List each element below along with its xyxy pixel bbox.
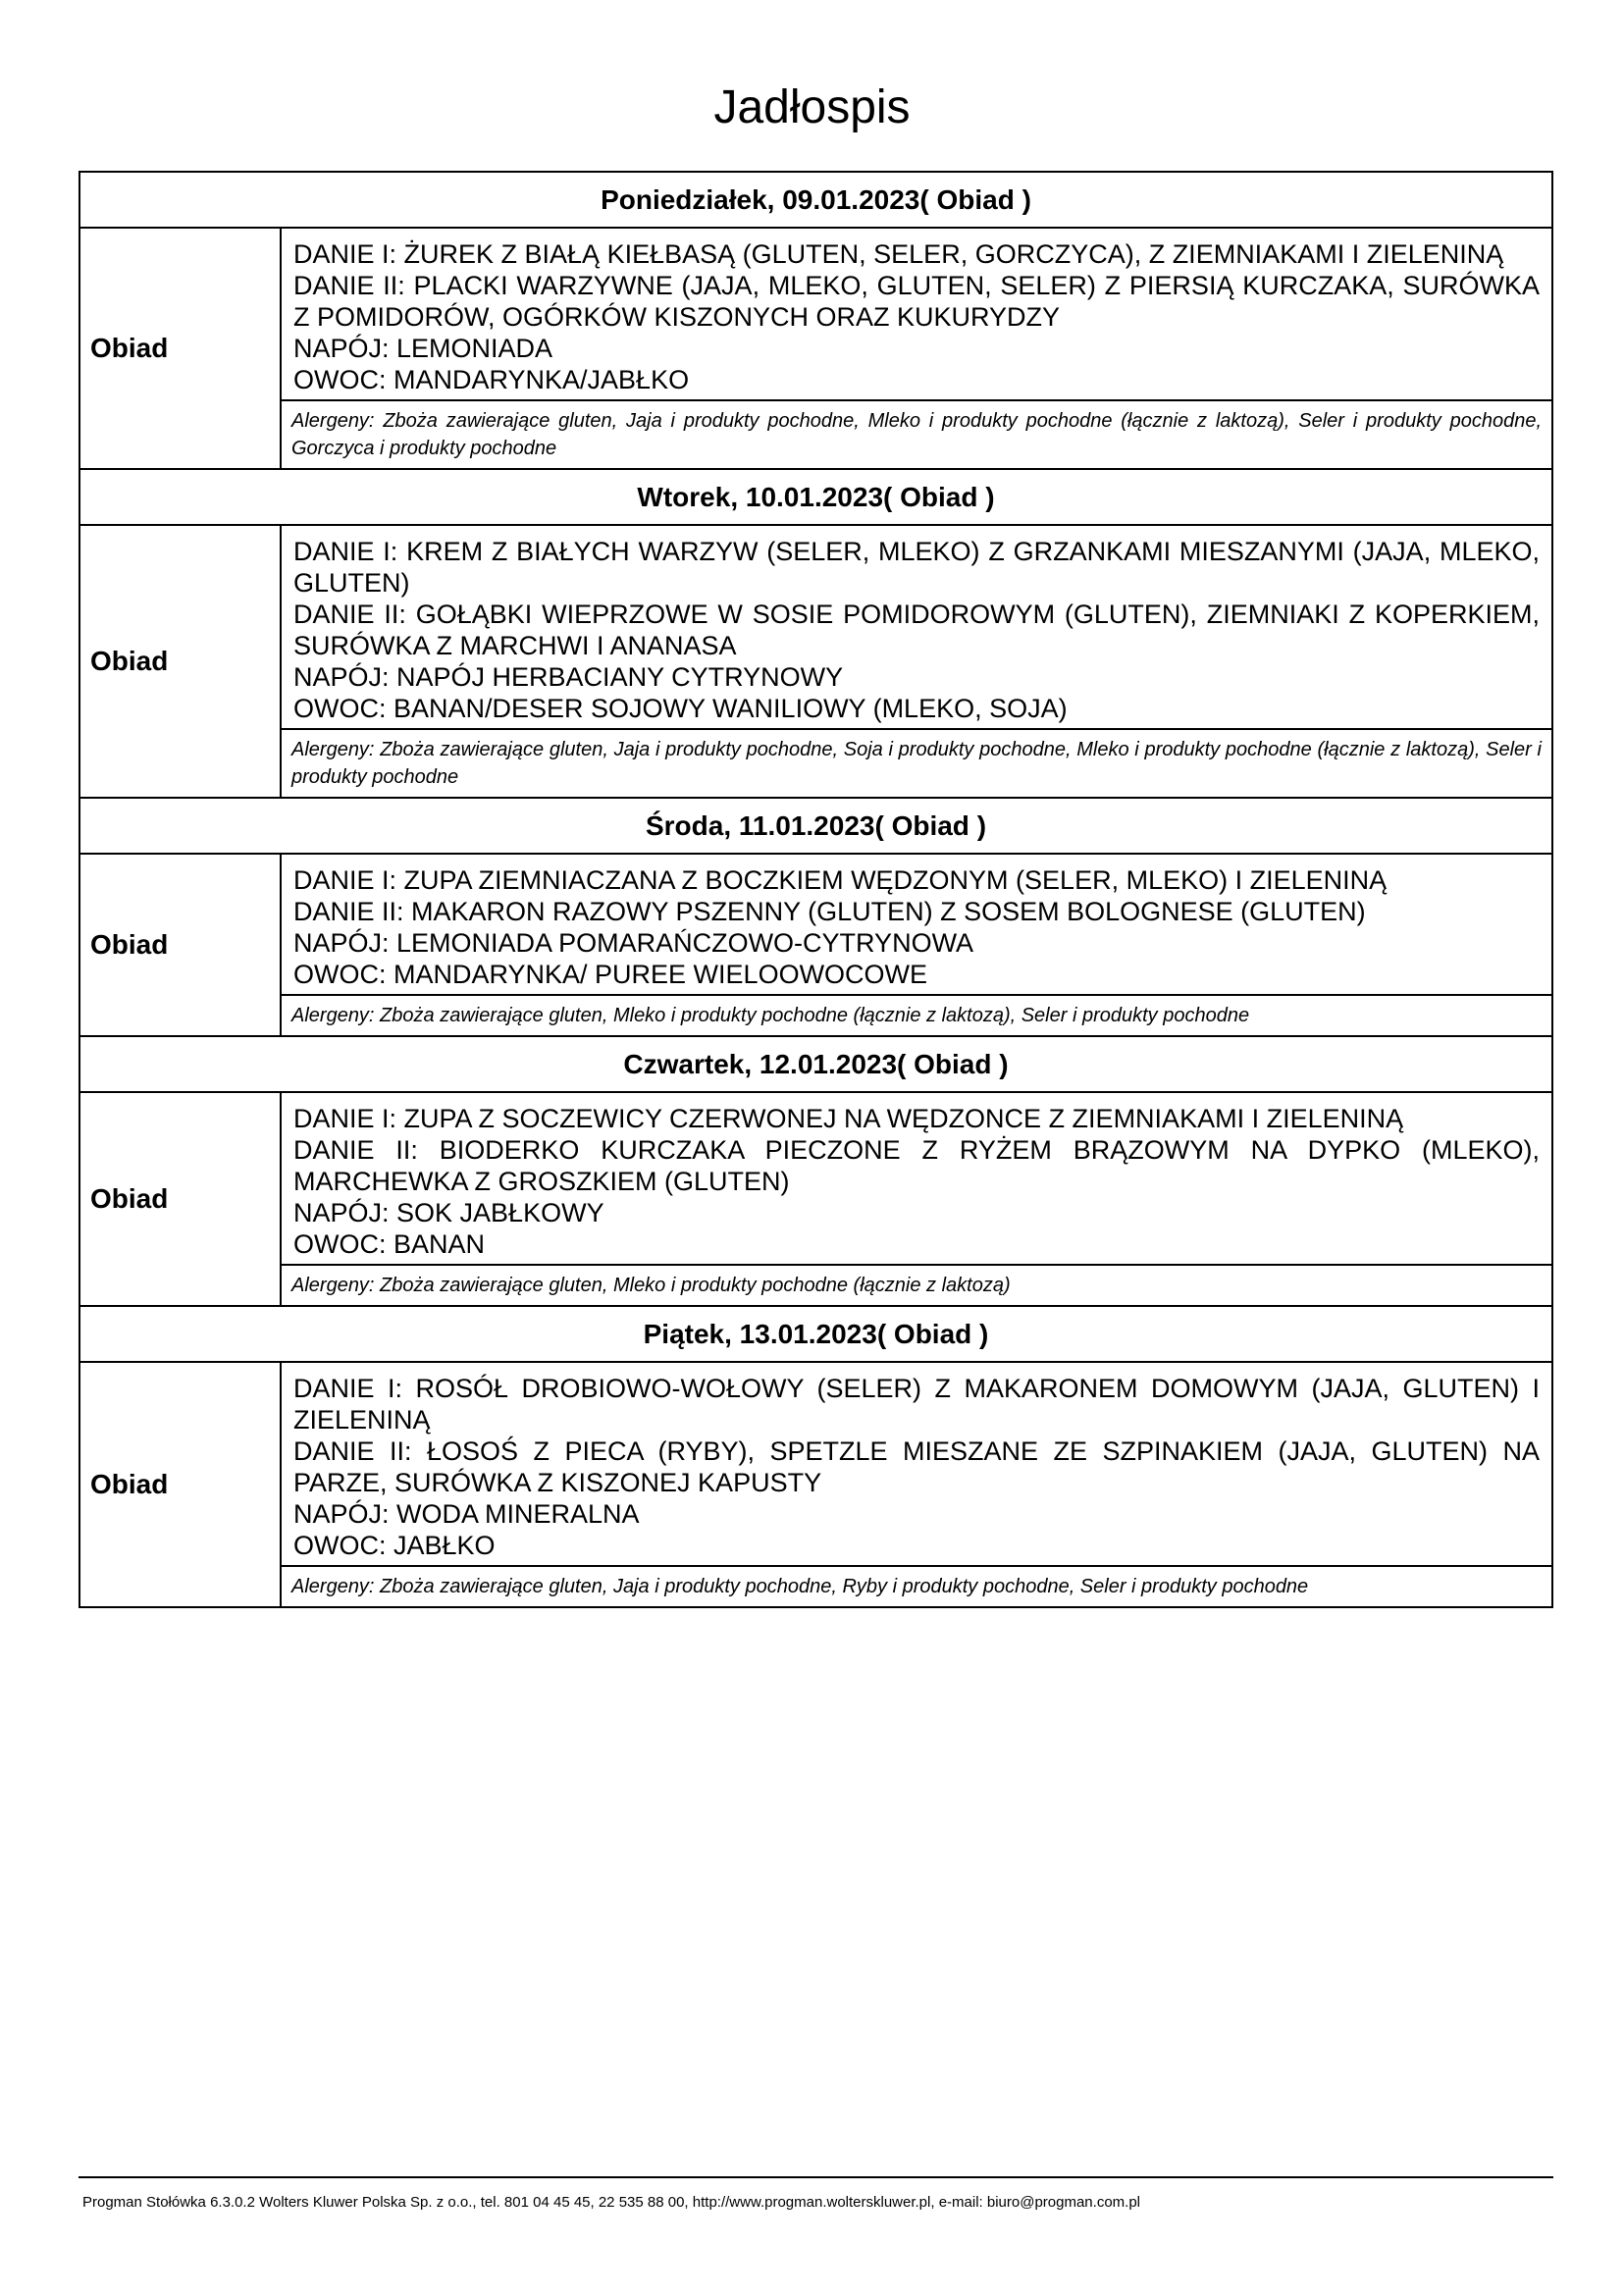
day-header-row (79, 1036, 1552, 1092)
meal-row (79, 1092, 1552, 1265)
day-header: Środa, 11.01.2023( Obiad ) (79, 798, 1552, 854)
allergens-row (79, 995, 1552, 1036)
meal-line: NAPÓJ: WODA MINERALNA (293, 1499, 640, 1529)
meal-description (281, 1092, 1552, 1265)
day-header: Wtorek, 10.01.2023( Obiad ) (79, 469, 1552, 525)
meal-line: NAPÓJ: LEMONIADA (293, 334, 553, 363)
meal-line: DANIE I: ZUPA ZIEMNIACZANA Z BOCZKIEM WĘDZONYM (SELER, MLEKO) I ZIELENINĄ (293, 865, 1388, 895)
meal-line: DANIE II: BIODERKO KURCZAKA PIECZONE Z RYŻEM BRĄZOWYM NA DYPKO (MLEKO), MARCHEWKA Z GROSZKIEM (GLUTEN) (293, 1135, 1540, 1196)
day-header-row (79, 1306, 1552, 1362)
footer-text: Progman Stołówka 6.3.0.2 Wolters Kluwer Polska Sp. z o.o., tel. 801 04 45 45, 22 535 88 00, http://www.progman.wolterskluwer.pl, e-mail: biuro@progman.com.pl (82, 2194, 1141, 2211)
meal-line: OWOC: JABŁKO (293, 1531, 496, 1560)
meal-line: OWOC: MANDARYNKA/JABŁKO (293, 365, 690, 394)
day-header: Piątek, 13.01.2023( Obiad ) (79, 1306, 1552, 1362)
meal-row (79, 525, 1552, 729)
meal-row (79, 1362, 1552, 1566)
allergens-row (79, 729, 1552, 798)
allergens-row (79, 1265, 1552, 1306)
meal-line: DANIE I: KREM Z BIAŁYCH WARZYW (SELER, MLEKO) Z GRZANKAMI MIESZANYMI (JAJA, MLEKO, GLUTEN) (293, 537, 1540, 598)
day-header-row (79, 798, 1552, 854)
meal-row (79, 228, 1552, 400)
allergens-text: Alergeny: Zboża zawierające gluten, Jaja i produkty pochodne, Mleko i produkty pochodne (łącznie z laktozą), Seler i produkty pochodne, Gorczyca i produkty pochodne (281, 400, 1552, 469)
day-header-row (79, 469, 1552, 525)
allergens-row (79, 1566, 1552, 1607)
meal-line: OWOC: MANDARYNKA/ PUREE WIELOOWOCOWE (293, 960, 928, 989)
meal-description (281, 525, 1552, 729)
meal-row (79, 854, 1552, 995)
meal-line: OWOC: BANAN (293, 1229, 486, 1259)
meal-line: NAPÓJ: LEMONIADA POMARAŃCZOWO-CYTRYNOWA (293, 928, 974, 958)
day-header: Poniedziałek, 09.01.2023( Obiad ) (79, 172, 1552, 228)
meal-line: OWOC: BANAN/DESER SOJOWY WANILIOWY (MLEKO, SOJA) (293, 694, 1068, 723)
meal-label: Obiad (79, 525, 281, 798)
meal-line: DANIE II: MAKARON RAZOWY PSZENNY (GLUTEN) Z SOSEM BOLOGNESE (GLUTEN) (293, 897, 1366, 926)
meal-line: DANIE II: PLACKI WARZYWNE (JAJA, MLEKO, GLUTEN, SELER) Z PIERSIĄ KURCZAKA, SURÓWKA Z POMIDORÓW, OGÓRKÓW KISZONYCH ORAZ KUKURYDZY (293, 271, 1540, 332)
day-header: Czwartek, 12.01.2023( Obiad ) (79, 1036, 1552, 1092)
meal-label: Obiad (79, 1092, 281, 1306)
meal-label: Obiad (79, 228, 281, 469)
meal-line: DANIE II: ŁOSOŚ Z PIECA (RYBY), SPETZLE MIESZANE ZE SZPINAKIEM (JAJA, GLUTEN) NA PARZE, SURÓWKA Z KISZONEJ KAPUSTY (293, 1436, 1540, 1497)
footer-divider (79, 2176, 1553, 2178)
meal-line: NAPÓJ: SOK JABŁKOWY (293, 1198, 604, 1227)
menu-table (79, 171, 1553, 1608)
allergens-text: Alergeny: Zboża zawierające gluten, Mleko i produkty pochodne (łącznie z laktozą), Seler i produkty pochodne (281, 995, 1552, 1036)
meal-line: NAPÓJ: NAPÓJ HERBACIANY CYTRYNOWY (293, 662, 844, 692)
meal-line: DANIE II: GOŁĄBKI WIEPRZOWE W SOSIE POMIDOROWYM (GLUTEN), ZIEMNIAKI Z KOPERKIEM, SURÓWKA Z MARCHWI I ANANASA (293, 600, 1540, 660)
day-header-row (79, 172, 1552, 228)
meal-description (281, 1362, 1552, 1566)
meal-label: Obiad (79, 854, 281, 1036)
allergens-row (79, 400, 1552, 469)
meal-line: DANIE I: ZUPA Z SOCZEWICY CZERWONEJ NA WĘDZONCE Z ZIEMNIAKAMI I ZIELENINĄ (293, 1104, 1404, 1133)
meal-label: Obiad (79, 1362, 281, 1607)
allergens-text: Alergeny: Zboża zawierające gluten, Jaja i produkty pochodne, Ryby i produkty pochodne, Seler i produkty pochodne (281, 1566, 1552, 1607)
meal-description (281, 854, 1552, 995)
allergens-text: Alergeny: Zboża zawierające gluten, Mleko i produkty pochodne (łącznie z laktozą) (281, 1265, 1552, 1306)
meal-line: DANIE I: ROSÓŁ DROBIOWO-WOŁOWY (SELER) Z MAKARONEM DOMOWYM (JAJA, GLUTEN) I ZIELENINĄ (293, 1374, 1540, 1435)
allergens-text: Alergeny: Zboża zawierające gluten, Jaja i produkty pochodne, Soja i produkty pochodne, Mleko i produkty pochodne (łącznie z laktozą), Seler i produkty pochodne (281, 729, 1552, 798)
menu-table-body (79, 172, 1552, 1607)
page-title: Jadłospis (713, 81, 911, 133)
meal-description (281, 228, 1552, 400)
meal-line: DANIE I: ŻUREK Z BIAŁĄ KIEŁBASĄ (GLUTEN, SELER, GORCZYCA), Z ZIEMNIAKAMI I ZIELENINĄ (293, 239, 1504, 269)
